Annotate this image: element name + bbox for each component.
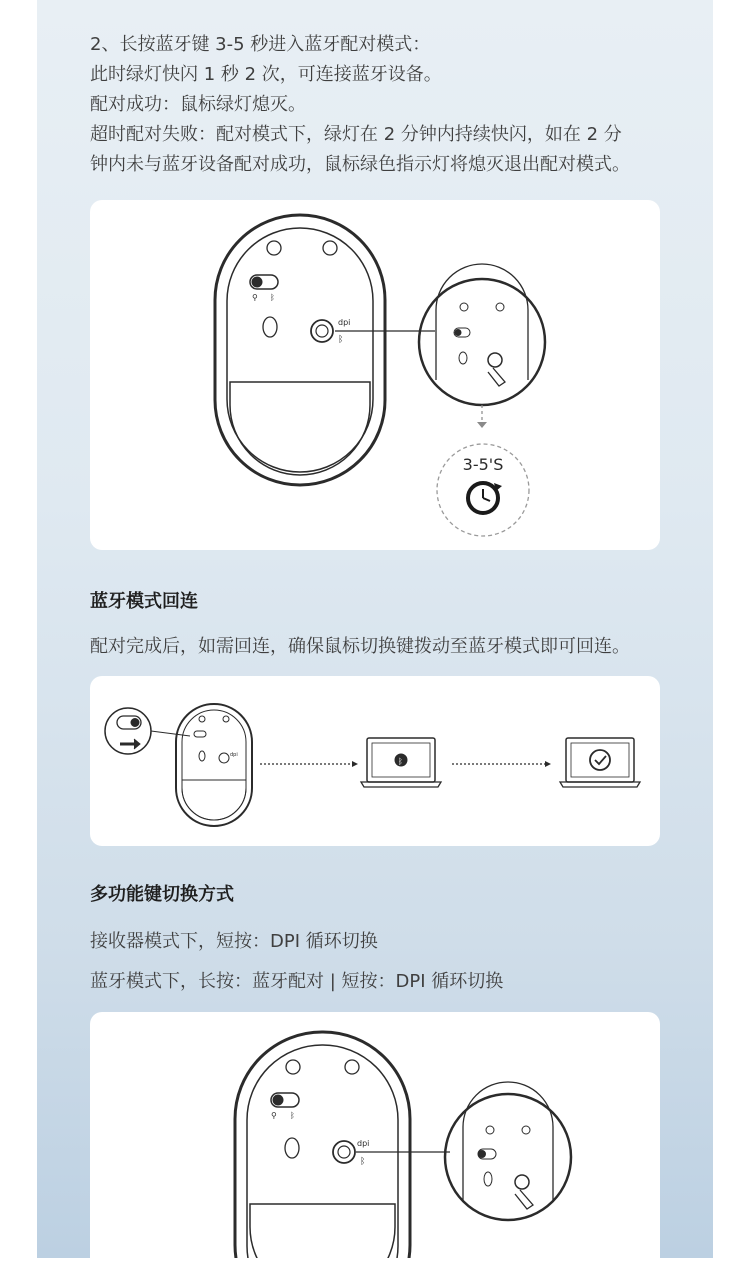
bluetooth-icon: ᛒ [338,335,344,345]
receiver-icon: ⚲ [252,293,258,302]
mouse-bottom-illustration [215,215,385,485]
pairing-step-line: 2、长按蓝牙键 3-5 秒进入蓝牙配对模式： [90,34,431,55]
switch-icon [105,708,151,754]
bluetooth-icon: ᛒ [360,1157,366,1167]
reconnect-diagram-card [90,676,660,846]
dpi-label: dpi [338,318,351,327]
bluetooth-icon: ᛒ [398,757,403,766]
pairing-diagram-card [90,200,660,550]
pairing-step-line: 超时配对失败：配对模式下，绿灯在 2 分钟内持续快闪，如在 2 分 [90,124,622,145]
multifunction-line: 接收器模式下，短按：DPI 循环切换 [90,931,378,952]
timer-label: 3-5'S [462,455,504,474]
mouse-bottom-illustration [176,704,252,826]
laptop-connected-icon [560,738,640,787]
dpi-label: dpi [357,1139,370,1148]
multifunction-diagram-card [90,1012,660,1272]
clock-icon [468,483,502,513]
bluetooth-icon: ᛒ [270,293,275,302]
pairing-step-line: 配对成功：鼠标绿灯熄灭。 [90,94,306,115]
pairing-step-line: 钟内未与蓝牙设备配对成功，鼠标绿色指示灯将熄灭退出配对模式。 [90,154,630,175]
bluetooth-icon: ᛒ [290,1111,295,1120]
arrow-down-icon [477,422,487,428]
magnified-button-illustration [445,1082,571,1220]
section-description: 配对完成后，如需回连，确保鼠标切换键拨动至蓝牙模式即可回连。 [90,636,630,657]
multifunction-diagram [90,1012,660,1258]
dpi-label: dpi [230,752,238,758]
section-title: 蓝牙模式回连 [90,591,198,612]
arrow-right-icon [352,761,358,767]
arrow-right-icon [545,761,551,767]
pairing-diagram [90,200,660,550]
magnified-button-illustration [419,264,545,405]
reconnect-diagram [90,676,660,846]
mouse-bottom-illustration [235,1032,410,1258]
multifunction-line: 蓝牙模式下，长按：蓝牙配对 | 短按：DPI 循环切换 [90,971,504,992]
pairing-step-line: 此时绿灯快闪 1 秒 2 次，可连接蓝牙设备。 [90,64,442,85]
section-title: 多功能键切换方式 [90,884,234,905]
receiver-icon: ⚲ [271,1111,277,1120]
